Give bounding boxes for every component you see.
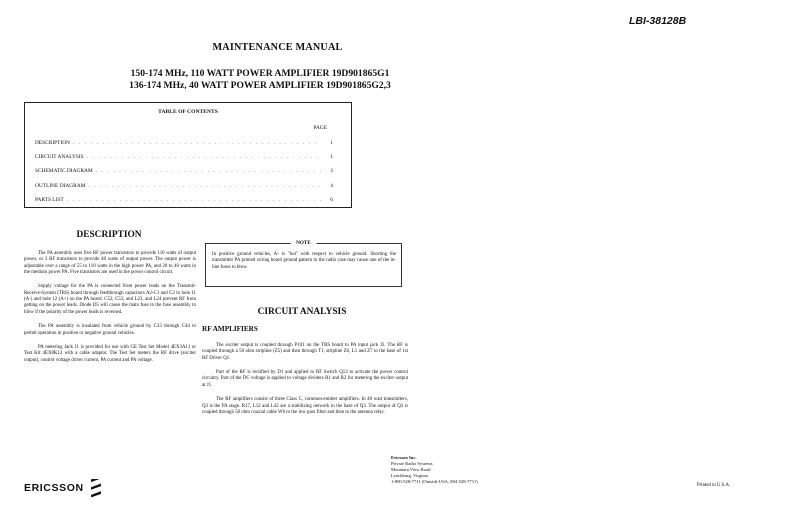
toc-page-header: PAGE: [313, 125, 327, 131]
toc-leader-dots: [93, 168, 321, 174]
company-name: Ericsson Inc.: [391, 455, 417, 460]
toc-entry[interactable]: [35, 168, 333, 176]
rf-amplifiers-subheading: RF AMPLIFIERS: [202, 325, 258, 333]
toc-entry-page: 3: [330, 168, 333, 174]
document-number: LBI-38128B: [629, 15, 687, 27]
toc-entry[interactable]: [35, 154, 333, 162]
ericsson-mark-icon: [91, 479, 101, 497]
toc-title: TABLE OF CONTENTS: [158, 109, 218, 115]
circuit-analysis-paragraph: Part of the RF is rectified by D1 and applied to RF Switch Q13 to activate the power control circuitry. Part of the DC voltage is applied to voltage dividers R1 and R2 for metering the exciter output at J1.: [202, 370, 408, 388]
description-heading: DESCRIPTION: [76, 230, 142, 240]
circuit-analysis-paragraph: The exciter output is coupled through P101 on the TRS board to PA input jack J3. The RF is coupled through a 50 ohm stripline (Z5) and then through T1, stripline Z6, L1 and Z7 to the base of 1st RF Driver Q1.: [202, 343, 408, 361]
description-paragraph: The PA assembly uses five RF power transistors to provide 110 watts of output power, or 3 RF transistors to provide 40 watts of output power. The output power is adjustable over a range of 55 to 110 watts in the high power PA, and 20 to 40 watts in the medium power PA. Five transistors are used in the power control circuit.: [24, 251, 196, 275]
toc-leader-dots: [70, 140, 321, 146]
toc-leader-dots: [85, 183, 321, 189]
circuit-analysis-heading: CIRCUIT ANALYSIS: [257, 307, 347, 317]
toc-leader-dots: [84, 154, 321, 160]
description-section: [24, 251, 196, 372]
phone-line: 1-800-528-7711 (Outside USA, 804-528-7711): [391, 479, 478, 485]
toc-leader-dots: [64, 197, 321, 203]
toc-entry-page: 6: [330, 197, 333, 203]
toc-entry-label: SCHEMATIC DIAGRAM: [35, 168, 93, 174]
table-of-contents: [24, 102, 352, 208]
toc-entry[interactable]: [35, 183, 333, 191]
address-line: Mountain View Road: [391, 467, 431, 473]
toc-entry-page: 1: [330, 154, 333, 160]
toc-entry[interactable]: [35, 140, 333, 148]
subtitle-line-1: 150-174 MHz, 110 WATT POWER AMPLIFIER 19D901865G1: [130, 68, 390, 79]
toc-entry-page: 4: [330, 183, 333, 189]
description-paragraph: Supply voltage for the PA is connected from power leads on the Transmit-Receive-System (TRS) board through feedthrough capacitors A2-C1 and C2 to hole 11 (A-) and hole 12 (A+) on the PA board. C52, C53, and L23, and L24 prevent RF from getting on the power leads. Diode D5 will cause the main fuse in the fuse assembly to blow if the polarity of the power leads is reversed.: [24, 284, 196, 315]
ericsson-logo: [24, 478, 101, 498]
circuit-analysis-section: [202, 343, 408, 425]
company-address: [391, 455, 591, 485]
toc-entry-label: PARTS LIST: [35, 197, 64, 203]
subtitle-line-2: 136-174 MHz, 40 WATT POWER AMPLIFIER 19D901865G2,3: [129, 80, 391, 91]
description-paragraph: PA metering Jack J1 is provided for use with GE Test Set Model 4EX3A11 or Test Kit 4EX8K12 with a cable adaptor. The Test Set meters the RF drive (exciter output), control voltage driver current, PA current and PA voltage.: [24, 345, 196, 363]
printed-in-notice: Printed in U.S.A.: [697, 483, 731, 488]
note-box: [205, 240, 402, 287]
address-line: Private Radio Systems: [391, 461, 433, 467]
note-title: NOTE: [290, 240, 317, 246]
toc-entry[interactable]: [35, 197, 333, 205]
logo-wordmark: ERICSSON: [24, 482, 84, 494]
toc-entry-label: OUTLINE DIAGRAM: [35, 183, 86, 189]
manual-title: MAINTENANCE MANUAL: [212, 42, 343, 53]
toc-entry-label: DESCRIPTION: [35, 140, 71, 146]
address-line: Lynchburg, Virginia: [391, 473, 428, 479]
note-text: In positive ground vehicles, A- is "hot" with respect to vehicle ground. Shorting the transmitter PA printed wiring board ground pattern to the radio case may cause one of the in-line fuses to blow.: [212, 252, 396, 270]
circuit-analysis-paragraph: The RF amplifiers consist of three Class C, common-emitter amplifiers. In 40 watt transmitters, Q3 is the PA stage. R17, L12 and L42 are a stabilizing network in the base of Q3. The output of Q3 is coupled through 50 ohm coaxial cable W6 to the low pass filter and then to the antenna relay.: [202, 397, 408, 415]
toc-entry-page: 1: [330, 140, 333, 146]
toc-entry-label: CIRCUIT ANALYSIS: [35, 154, 84, 160]
description-paragraph: The PA assembly is insulated from vehicle ground by C33 through C44 to permit operation in positive or negative ground vehicles.: [24, 324, 196, 336]
